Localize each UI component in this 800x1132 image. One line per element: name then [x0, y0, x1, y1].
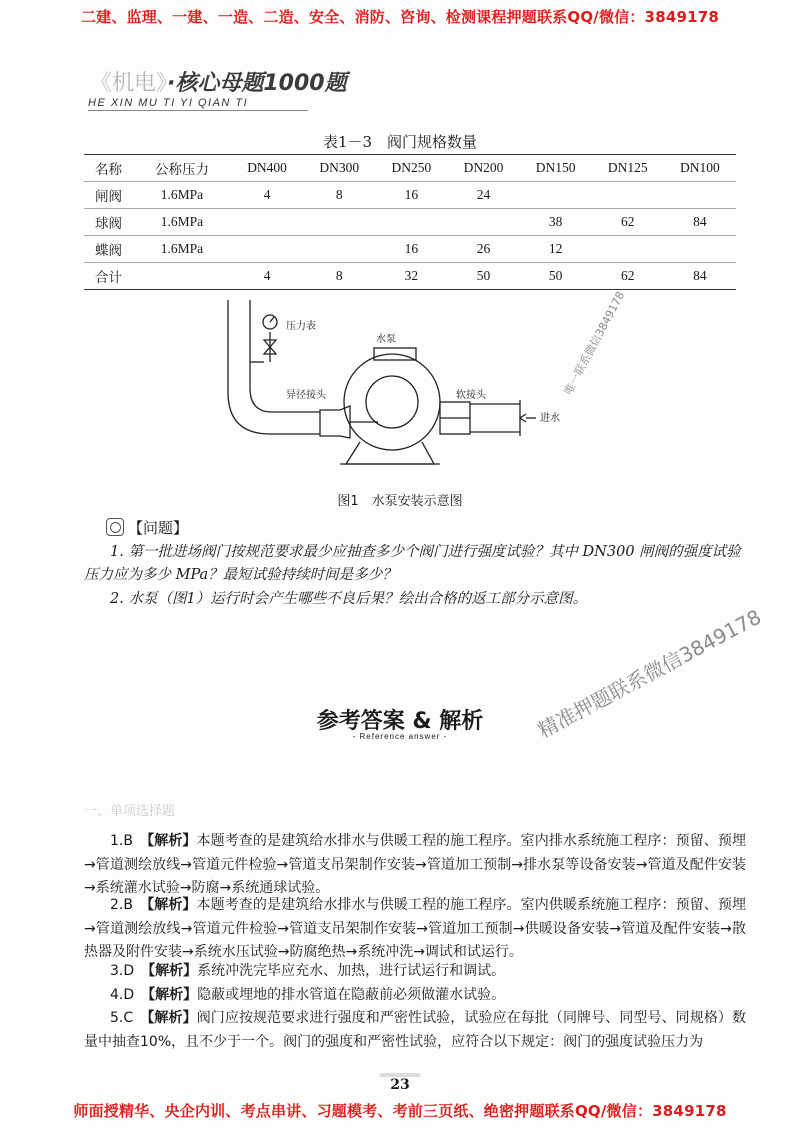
table-cell [592, 182, 664, 209]
table-row-total [84, 263, 736, 290]
table-cell: 12 [520, 236, 592, 263]
table-cell: 16 [375, 182, 447, 209]
inlet-arrow-icon [520, 414, 526, 422]
table-cell: 闸阀 [84, 182, 133, 209]
promo-banner-top: 二建、监理、一建、一造、二造、安全、消防、咨询、检测课程押题联系QQ/微信：3849178 [80, 8, 720, 26]
label-pressure-gauge: 压力表 [286, 321, 316, 332]
header-subtitle: HE XIN MU TI YI QIAN TI [88, 97, 249, 109]
table-row [84, 182, 736, 209]
answers-subtitle: - Reference answer - [352, 732, 448, 741]
section-heading: 一、单项选择题 [84, 804, 176, 819]
answer-item [84, 894, 746, 965]
table-cell: 1.6MPa [133, 209, 231, 236]
header-cell: DN250 [375, 155, 447, 182]
question-icon [106, 518, 124, 536]
label-flexible-joint: 软接头 [456, 390, 486, 401]
answer-text: 本题考查的是建筑给水排水与供暖工程的施工程序。室内排水系统施工程序：预留、预埋→管道测绘放线→管道元件检验→管道支吊架制作安装→管道加工预制→排水泵等设备安装→管道及配件安装→系统灌水试验→防腐→系统通球试验。 [84, 833, 747, 896]
questions-heading [106, 517, 188, 538]
watermark-large: 精准押题联系微信3849178 [533, 604, 766, 743]
answer-item [84, 984, 746, 1008]
table-cell: 8 [303, 182, 375, 209]
pump-volute [344, 354, 440, 450]
header-cell: DN200 [447, 155, 519, 182]
table-cell: 4 [231, 263, 303, 290]
answer-tag: 【解析】 [147, 1010, 197, 1026]
table-cell [303, 209, 375, 236]
answer-tag: 【解析】 [147, 897, 197, 913]
table-cell: 84 [664, 209, 736, 236]
answer-text: 隐蔽或埋地的排水管道在隐蔽前必须做灌水试验。 [197, 987, 506, 1003]
answers-title: 参考答案 & 解析 [316, 709, 484, 734]
answer-number: 2.B [110, 897, 133, 913]
answer-tag: 【解析】 [148, 987, 198, 1003]
answer-number: 1.B [110, 833, 133, 849]
header-cell: DN300 [303, 155, 375, 182]
table-row [84, 236, 736, 263]
table-cell: 蝶阀 [84, 236, 133, 263]
table-cell [520, 182, 592, 209]
table-cell [664, 182, 736, 209]
answer-tag: 【解析】 [148, 963, 198, 979]
table-caption: 表1－3 阀门规格数量 [322, 133, 478, 151]
table-cell [231, 236, 303, 263]
pump-impeller [366, 376, 418, 428]
answer-item [84, 830, 746, 901]
table-cell [447, 209, 519, 236]
table-cell: 62 [592, 209, 664, 236]
answer-text: 阀门应按规范要求进行强度和严密性试验，试验应在每批（同牌号、同型号、同规格）数量中抽查10%，且不少于一个。阀门的强度和严密性试验，应符合以下规定：阀门的强度试验压力为 [84, 1010, 747, 1050]
table-cell: 1.6MPa [133, 236, 231, 263]
questions-heading-text: 【问题】 [128, 519, 189, 537]
label-inlet: 进水 [540, 413, 560, 424]
header-cell: 公称压力 [133, 155, 231, 182]
table-cell [592, 236, 664, 263]
header-title-prefix: 《机电》 [90, 71, 168, 96]
figure-caption: 图1 水泵安装示意图 [337, 494, 463, 509]
table-cell: 16 [375, 236, 447, 263]
label-reducer: 异径接头 [286, 390, 326, 401]
table-cell [375, 209, 447, 236]
table-cell [303, 236, 375, 263]
answer-item [84, 960, 746, 984]
header-cell: DN400 [231, 155, 303, 182]
pump-installation-diagram [200, 292, 580, 484]
answer-text: 系统冲洗完毕应充水、加热，进行试运行和调试。 [197, 963, 506, 979]
table-cell: 球阀 [84, 209, 133, 236]
valve-spec-table [84, 154, 736, 290]
header-cell: DN150 [520, 155, 592, 182]
table-cell: 合计 [84, 263, 133, 290]
table-cell: 84 [664, 263, 736, 290]
table-cell [231, 209, 303, 236]
answer-number: 3.D [110, 963, 135, 979]
gauge-needle [270, 317, 274, 322]
table-cell [664, 236, 736, 263]
table-cell: 4 [231, 182, 303, 209]
question-2: 2. 水泵（图1）运行时会产生哪些不良后果？绘出合格的返工部分示意图。 [110, 591, 588, 607]
answer-item [84, 1007, 746, 1054]
pump-base [346, 442, 434, 464]
header-cell: DN100 [664, 155, 736, 182]
header-cell: DN125 [592, 155, 664, 182]
header-rule [88, 110, 308, 111]
running-header [90, 66, 347, 97]
answer-number: 5.C [110, 1010, 134, 1026]
table-cell: 1.6MPa [133, 182, 231, 209]
header-cell: 名称 [84, 155, 133, 182]
table-cell: 38 [520, 209, 592, 236]
table-cell: 24 [447, 182, 519, 209]
table-cell: 62 [592, 263, 664, 290]
answer-tag: 【解析】 [147, 833, 197, 849]
reducer-fitting [320, 406, 350, 438]
page-number: 23 [390, 1077, 410, 1093]
promo-banner-bottom: 师面授精华、央企内训、考点串讲、习题模考、考前三页纸、绝密押题联系QQ/微信：3849178 [73, 1102, 727, 1120]
answer-text: 本题考查的是建筑给水排水与供暖工程的施工程序。室内供暖系统施工程序：预留、预埋→管道测绘放线→管道元件检验→管道支吊架制作安装→管道加工预制→供暖设备安装→管道及配件安装→散热器及附件安装→系统水压试验→防腐绝热→系统冲洗→调试和试运行。 [84, 897, 747, 960]
answer-number: 4.D [110, 987, 135, 1003]
table-cell: 50 [447, 263, 519, 290]
label-pump: 水泵 [376, 334, 396, 345]
watermark-small: 唯一联系微信3849178 [561, 289, 628, 398]
question-1: 1. 第一批进场阀门按规范要求最少应抽查多少个阀门进行强度试验？其中 DN300 闸阀的强度试验压力应为多少 MPa？最短试验持续时间是多少？ [84, 544, 741, 583]
table-header-row [84, 155, 736, 182]
table-cell: 50 [520, 263, 592, 290]
header-title-main: ·核心母题1000题 [167, 71, 347, 96]
table-cell: 32 [375, 263, 447, 290]
table-cell [133, 263, 231, 290]
table-cell: 8 [303, 263, 375, 290]
table-row [84, 209, 736, 236]
table-cell: 26 [447, 236, 519, 263]
